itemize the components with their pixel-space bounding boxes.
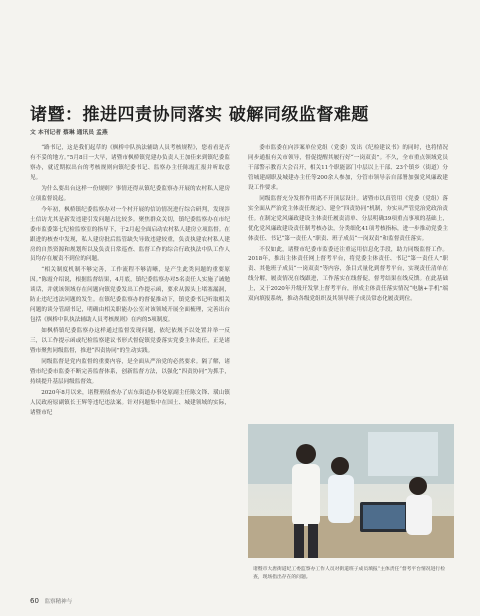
paragraph: 委市监委在向涉案单位党组（党委）发出《纪检建议书》的同时，也将情况同步通报有关市领导，督促提醒其履行好“一岗双责”。不久，全市重点领域党员干部警示教育大会召开，相关11个职能部门中层以上干部、23个镇乡（街道）分管城建副职及城建办主任等200余人参加，分管市领导亲自部署加强党风廉政建设工作要求。 bbox=[248, 145, 448, 191]
paragraph: “相关制度机制不够完善，工作流程不够清晰，是产生此类问题的重要原因。”陈霞介绍说，根据监督结果，4月底，镇纪委监察办对5名责任人实施了诫勉谈话，并就该领域存在问题向镇党委发出工作提示函，要求从源头上堵塞漏洞，防止违纪违法问题的发生。在镇纪委监察办的督促推动下，镇党委书记听取相关问题的谈分管副书记，明确由相关职能办公室对该领域开展全面梳理，完善出台包括《枫桥中队执法辅助人员考核规则》在内的5项制度。 bbox=[30, 267, 230, 324]
right-column bbox=[248, 144, 448, 306]
paragraph: “路书记，这是我们起草的《枫桥中队执法辅助人员考核规程》，您看看是否有不妥的地方。”5月8日一大早，诸暨市枫桥镇党建办负责人王加佳来到镇纪委监察办，就近期拟出台的考核规则向镇纪委书记、监察办主任陈霞汇报并听取意见。 bbox=[30, 145, 230, 181]
page-number: 60 bbox=[30, 597, 39, 605]
paragraph: 不仅如此，诸暨市纪委市监委还注重运用信息化手段，助力同级监督工作。2018年，推出主体责任网上督考平台，将党委主体责任、书记“第一责任人”职责、其他班子成员“一岗双责”等内容，条目式量化到督考平台，实现责任清单在线分解，履责情况在线跟进，工作落实在线督促，督考结果在线反馈。在此基础上，又于2020年升级开发掌上督考平台，形成主体责任落实情况“电脑+手机”端双向填报系统，推动各级党组织及其领导班子成员常态化履责到位。 bbox=[248, 246, 448, 303]
article-byline: 文 本刊记者 蔡琳 通讯员 孟燕 bbox=[30, 130, 108, 136]
article-title: 诸暨：推进四责协同落实 破解同级监督难题 bbox=[30, 105, 369, 125]
left-column bbox=[30, 144, 230, 420]
photo-illustration bbox=[248, 424, 454, 558]
photo-caption: 诸暨市大唐街道纪工委监察办工作人员对街道班子成员填报“主体责任”督考平台情况进行检查，现场指出存在的问题。 bbox=[253, 567, 445, 580]
paragraph: 同级监督充分发挥作用离不开顶层设计。诸暨市以真管用《党委（党组）落实全面从严治党主体责任规定》、建全“四责协同”机制，夯实从严管党治党政治责任。在制定党风廉政建设主体责任履责清单、分层明确39项重点事项的基础上，优化党风廉政建设责任制考核办法，分类细化41项考核指标，进一步推动党委主体责任、书记“第一责任人”职责、班子成员“一岗双责”和监督责任落实。 bbox=[248, 195, 448, 242]
paragraph: 2020年8月以来，诸暨刑侦查办了店东街道办事处原副主任陈文锋、璜山镇人民政府原副镇长王辉等违纪违法案。针对问题集中在国土、城建领域的实际，诸暨市纪 bbox=[30, 389, 230, 416]
paragraph: 为什么要出台这样一份规则？事情还得从镇纪委监察办开展的农村私人建房立项监督说起。 bbox=[30, 185, 230, 202]
paragraph: 同级监督是党内监督的重要内容，是全面从严治党的必然要求。隔了解，诸暨市纪委市监委不断完善监督体系，创新监督方法，以强化“四责协同”为抓手，持续提升基层同级监督效。 bbox=[30, 359, 230, 385]
paragraph: 如枫桥镇纪委监察办这样通过监督发现问题，依纪依规予以处置并举一反三，以工作提示函或纪检监察建议书形式督促镇党委落实党委主体责任，正是诸暨市聚焦同级监督，推进“四责协同”的生动实践。 bbox=[30, 328, 230, 355]
journal-name: 监察精神与 bbox=[44, 599, 73, 605]
paragraph: 今年初，枫桥镇纪委监察办对一个村开展的信访情况进行综合研判，发现涉土信访尤其是新发违建引发问题占比较多。聚焦群众关切，镇纪委监察办在市纪委市监委第七纪检监察室的指导下，于2月起全面启动农村私人建房立项监督。在跟进的核查中发现，私人建房批后监管缺失导致违建较重，负责执建农村私人建房的自然资源和规划所以及负责日常巡查、监督工作的综合行政执法中队工作人员均存在履责不到位的问题。 bbox=[30, 206, 230, 263]
page-footer bbox=[30, 597, 230, 605]
article-photo bbox=[248, 424, 454, 558]
